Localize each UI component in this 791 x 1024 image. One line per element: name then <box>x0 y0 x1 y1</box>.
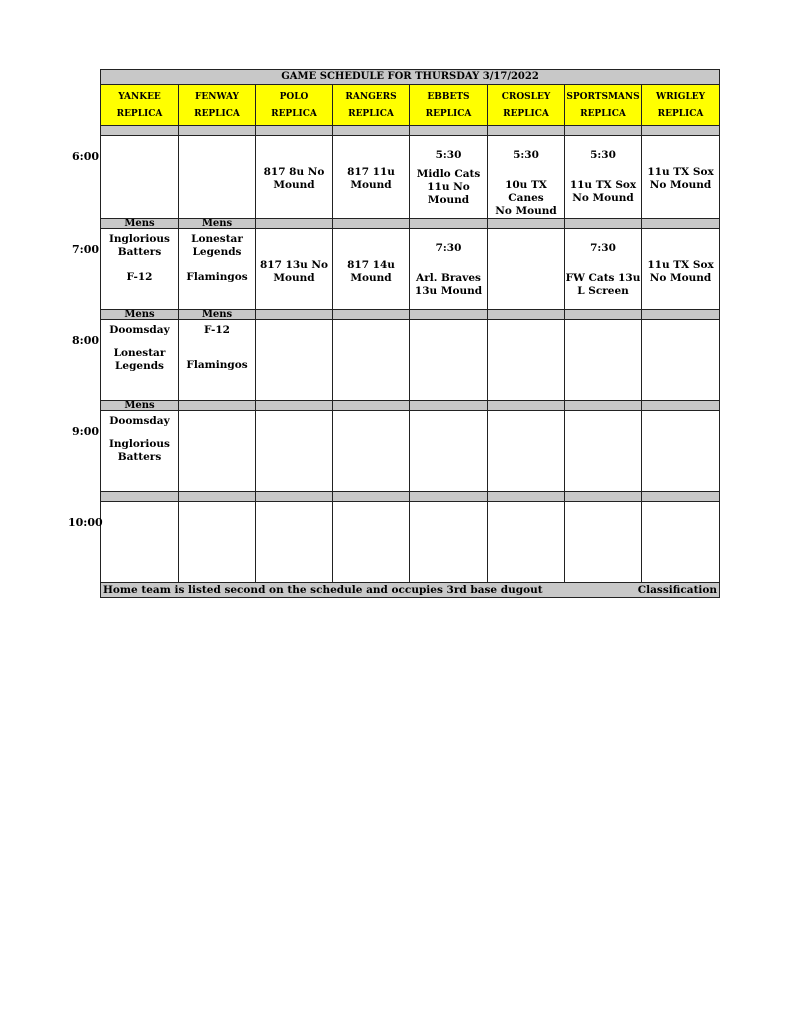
field-subtitle: REPLICA <box>580 109 626 119</box>
game-cell <box>565 320 642 401</box>
division-label: Mens <box>179 310 256 320</box>
schedule-table <box>100 69 720 598</box>
game-label: 11u TX Sox <box>647 259 714 271</box>
game-label: L Screen <box>577 285 629 297</box>
separator-cell <box>333 219 410 229</box>
game-label: Mound <box>350 272 392 284</box>
classification-label: Classification <box>637 584 718 596</box>
field-subtitle: REPLICA <box>348 109 394 119</box>
separator-cell <box>642 492 720 502</box>
field-header-sportsmans <box>565 85 642 126</box>
game-cell <box>488 136 565 219</box>
game-start-time: 7:30 <box>590 242 616 254</box>
division-label: Mens <box>101 310 179 320</box>
team-home: Lonestar <box>113 347 166 359</box>
separator-cell <box>642 126 720 136</box>
time-slot-row <box>101 320 720 401</box>
field-header-row <box>101 85 720 126</box>
team-home: Flamingos <box>186 359 248 371</box>
field-subtitle: REPLICA <box>194 109 240 119</box>
team-away: Doomsday <box>109 324 170 336</box>
field-subtitle: REPLICA <box>657 109 704 119</box>
separator-cell <box>410 310 488 320</box>
game-cell <box>101 502 179 583</box>
game-cell <box>488 502 565 583</box>
game-cell <box>642 411 720 492</box>
game-cell <box>642 229 720 310</box>
game-label: Arl. Braves <box>416 272 481 284</box>
footer-note: Home team is listed second on the schedule and occupies 3rd base dugout <box>103 584 543 596</box>
separator-cell <box>565 492 642 502</box>
field-header-wrigley <box>642 85 720 126</box>
field-name: POLO <box>279 92 309 102</box>
separator-cell <box>488 310 565 320</box>
game-cell <box>333 502 410 583</box>
game-cell <box>256 411 333 492</box>
game-label: Mound <box>273 179 315 191</box>
separator-cell <box>410 492 488 502</box>
game-label: 817 14u <box>347 259 395 271</box>
time-label: 7:00 <box>72 242 100 256</box>
field-subtitle: REPLICA <box>503 109 549 119</box>
separator-cell <box>488 401 565 411</box>
game-label: 13u Mound <box>414 285 483 297</box>
game-cell <box>488 411 565 492</box>
game-start-time: 5:30 <box>590 149 616 161</box>
game-cell <box>333 229 410 310</box>
game-label: No Mound <box>572 192 634 204</box>
separator-cell <box>565 310 642 320</box>
separator-cell <box>410 126 488 136</box>
field-name: SPORTSMANS <box>566 92 640 102</box>
field-name: RANGERS <box>345 92 397 102</box>
game-cell <box>179 411 256 492</box>
game-start-time: 5:30 <box>513 149 539 161</box>
team-home: Flamingos <box>186 271 248 283</box>
field-name: FENWAY <box>195 92 239 102</box>
game-label: 11u TX Sox <box>647 166 714 178</box>
game-label: Midlo Cats <box>416 168 481 180</box>
game-start-time: 7:30 <box>435 242 462 254</box>
game-label: 11u TX Sox <box>569 179 637 191</box>
separator-row <box>101 310 720 320</box>
game-cell <box>101 411 179 492</box>
team-away: Lonestar <box>191 233 243 245</box>
game-cell <box>410 136 488 219</box>
field-header-rangers <box>333 85 410 126</box>
separator-cell <box>410 219 488 229</box>
game-cell <box>488 229 565 310</box>
division-label: Mens <box>101 219 179 229</box>
game-label: No Mound <box>649 272 712 284</box>
separator-cell <box>101 492 179 502</box>
time-label: 8:00 <box>72 333 100 347</box>
team-home: F-12 <box>126 271 153 283</box>
game-cell <box>410 411 488 492</box>
division-label: Mens <box>101 401 179 411</box>
game-cell <box>410 320 488 401</box>
game-cell <box>101 136 179 219</box>
time-slot-row <box>101 229 720 310</box>
team-away: Batters <box>117 246 162 258</box>
separator-row <box>101 401 720 411</box>
separator-cell <box>488 126 565 136</box>
separator-cell <box>565 401 642 411</box>
game-start-time: 5:30 <box>435 149 462 161</box>
game-cell <box>488 320 565 401</box>
game-cell <box>642 320 720 401</box>
field-header-ebbets <box>410 85 488 126</box>
separator-cell <box>333 126 410 136</box>
game-cell <box>565 502 642 583</box>
field-header-polo <box>256 85 333 126</box>
game-cell <box>256 229 333 310</box>
team-home: Legends <box>115 360 164 372</box>
separator-cell <box>488 492 565 502</box>
team-away: Doomsday <box>109 415 170 427</box>
game-label: No Mound <box>649 179 712 191</box>
game-label: Mound <box>350 179 392 191</box>
field-subtitle: REPLICA <box>271 109 317 119</box>
field-header-crosley <box>488 85 565 126</box>
separator-cell <box>488 219 565 229</box>
game-cell <box>565 136 642 219</box>
game-cell <box>565 411 642 492</box>
footer-cell <box>101 583 720 598</box>
separator-cell <box>642 310 720 320</box>
game-label: 10u TX Canes <box>505 179 547 204</box>
separator-cell <box>101 126 179 136</box>
separator-cell <box>333 401 410 411</box>
separator-cell <box>410 401 488 411</box>
time-slot-row <box>101 411 720 492</box>
game-cell <box>256 136 333 219</box>
team-away: Inglorious <box>109 233 170 245</box>
title-row <box>101 70 720 85</box>
separator-cell <box>179 126 256 136</box>
separator-cell <box>256 126 333 136</box>
separator-cell <box>565 219 642 229</box>
game-label: 11u No <box>427 181 470 193</box>
field-name: YANKEE <box>118 92 161 102</box>
game-cell <box>410 502 488 583</box>
game-cell <box>256 320 333 401</box>
time-slot-row <box>101 136 720 219</box>
game-label: FW Cats 13u <box>565 272 641 284</box>
game-cell <box>179 136 256 219</box>
separator-row <box>101 219 720 229</box>
game-cell <box>333 320 410 401</box>
team-away: Legends <box>192 246 242 258</box>
time-label: 9:00 <box>72 424 100 438</box>
separator-cell <box>333 492 410 502</box>
game-cell <box>256 502 333 583</box>
game-label: No Mound <box>495 205 557 217</box>
footer-row <box>101 583 720 598</box>
time-slot-row <box>101 502 720 583</box>
game-label: Mound <box>427 194 470 206</box>
separator-cell <box>179 492 256 502</box>
game-cell <box>642 502 720 583</box>
field-name: EBBETS <box>427 92 470 102</box>
game-cell <box>333 411 410 492</box>
schedule-sheet <box>100 69 719 598</box>
team-home: Batters <box>117 451 162 463</box>
game-cell <box>101 320 179 401</box>
separator-cell <box>256 401 333 411</box>
team-home: Inglorious <box>109 438 170 450</box>
game-cell <box>410 229 488 310</box>
field-subtitle: REPLICA <box>116 109 163 119</box>
division-label: Mens <box>179 219 256 229</box>
game-cell <box>565 229 642 310</box>
separator-cell <box>642 401 720 411</box>
separator-row <box>101 492 720 502</box>
schedule-title: GAME SCHEDULE FOR THURSDAY 3/17/2022 <box>101 70 720 85</box>
field-subtitle: REPLICA <box>425 109 472 119</box>
time-label: 6:00 <box>72 149 100 163</box>
field-header-yankee <box>101 85 179 126</box>
time-label: 10:00 <box>68 515 103 529</box>
game-cell <box>101 229 179 310</box>
separator-cell <box>179 401 256 411</box>
separator-cell <box>256 310 333 320</box>
game-cell <box>333 136 410 219</box>
team-away: F-12 <box>204 324 230 336</box>
separator-cell <box>256 219 333 229</box>
field-name: WRIGLEY <box>655 92 706 102</box>
game-label: 817 11u <box>347 166 395 178</box>
game-cell <box>179 502 256 583</box>
separator-cell <box>333 310 410 320</box>
game-cell <box>179 320 256 401</box>
separator-row <box>101 126 720 136</box>
field-header-fenway <box>179 85 256 126</box>
game-label: Mound <box>273 272 315 284</box>
separator-cell <box>642 219 720 229</box>
separator-cell <box>565 126 642 136</box>
field-name: CROSLEY <box>501 92 551 102</box>
game-label: 817 13u No <box>259 259 329 271</box>
game-cell <box>642 136 720 219</box>
game-cell <box>179 229 256 310</box>
separator-cell <box>256 492 333 502</box>
game-label: 817 8u No <box>263 166 325 178</box>
